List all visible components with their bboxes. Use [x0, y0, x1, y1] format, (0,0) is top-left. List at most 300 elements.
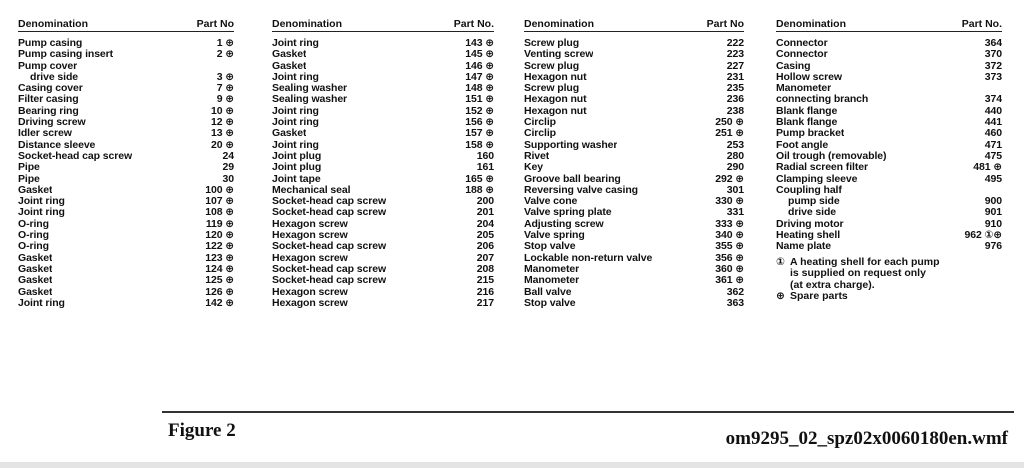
part-denomination: Supporting washer — [524, 139, 618, 151]
part-denomination: Pump cover — [18, 60, 78, 72]
part-number: 253 — [726, 138, 744, 151]
column-header — [18, 14, 234, 32]
part-denomination: Joint ring — [272, 117, 319, 129]
part-row — [272, 140, 494, 151]
bottom-edge — [0, 462, 1024, 468]
column-header — [776, 14, 1002, 32]
part-denomination: Mechanical seal — [272, 184, 351, 196]
part-denomination: drive side — [788, 207, 837, 219]
part-row — [272, 230, 494, 241]
part-no-header: Part No. — [453, 18, 494, 30]
part-number: 372 — [984, 59, 1002, 72]
part-denomination: Distance sleeve — [18, 139, 96, 151]
part-denomination: Hexagon screw — [272, 252, 348, 264]
part-row — [524, 185, 744, 196]
part-row — [524, 174, 744, 185]
part-number: 900 — [984, 195, 1002, 208]
part-row — [776, 83, 1002, 94]
part-number: 143 ⊕ — [465, 37, 494, 49]
part-denomination: Radial screen filter — [776, 162, 868, 174]
part-number: 126 ⊕ — [205, 285, 234, 298]
parts-column-1 — [18, 14, 234, 309]
part-denomination: Stop valve — [524, 297, 576, 309]
part-number: 29 — [222, 161, 234, 174]
column-header — [524, 14, 744, 32]
parts-rows — [524, 38, 744, 309]
part-row — [272, 151, 494, 162]
part-number: 374 — [984, 93, 1002, 106]
part-number: 216 — [476, 285, 494, 298]
part-number: 142 ⊕ — [205, 296, 234, 309]
part-row — [272, 174, 494, 185]
part-row — [524, 253, 744, 264]
part-no-header: Part No — [706, 18, 744, 30]
part-denomination: Socket-head cap screw — [272, 263, 387, 275]
part-row — [524, 61, 744, 72]
part-denomination: Casing cover — [18, 83, 83, 95]
part-denomination: Socket-head cap screw — [272, 275, 387, 287]
part-number: 158 ⊕ — [465, 138, 494, 151]
part-denomination: Socket-head cap screw — [272, 207, 387, 219]
part-row — [18, 38, 234, 49]
part-denomination: Screw plug — [524, 38, 580, 49]
part-denomination: Gasket — [272, 128, 307, 140]
part-row — [776, 94, 1002, 105]
part-number: 148 ⊕ — [465, 82, 494, 95]
part-number: 206 — [476, 240, 494, 253]
part-row — [524, 117, 744, 128]
part-denomination: Lockable non-return valve — [524, 252, 653, 264]
part-row — [272, 128, 494, 139]
part-denomination: Hexagon screw — [272, 218, 348, 230]
part-denomination: Blank flange — [776, 117, 838, 129]
part-denomination: Hexagon nut — [524, 105, 587, 117]
part-row — [524, 94, 744, 105]
part-number: 440 — [984, 104, 1002, 117]
legend-line: is supplied on request only — [790, 267, 926, 280]
part-denomination: Valve cone — [524, 196, 578, 208]
part-row — [524, 230, 744, 241]
legend-text — [790, 257, 940, 292]
footer-divider — [162, 411, 1014, 413]
part-no-header: Part No. — [961, 18, 1002, 30]
part-denomination: Hexagon nut — [524, 71, 587, 83]
part-number: 340 ⊕ — [715, 229, 744, 242]
part-row — [272, 162, 494, 173]
legend-symbol: ① — [776, 255, 785, 268]
part-number: 125 ⊕ — [205, 274, 234, 287]
part-row — [272, 117, 494, 128]
part-row — [776, 162, 1002, 173]
part-denomination: drive side — [30, 71, 79, 83]
figure-caption: Figure 2 — [168, 420, 236, 441]
part-row — [272, 61, 494, 72]
part-denomination: Hollow screw — [776, 71, 842, 83]
part-denomination: Oil trough (removable) — [776, 150, 887, 162]
part-row — [18, 49, 234, 60]
part-number: 481 ⊕ — [973, 161, 1002, 174]
part-row — [272, 83, 494, 94]
part-row — [18, 72, 234, 83]
part-number: 301 — [726, 183, 744, 196]
part-number: 235 — [726, 82, 744, 95]
part-denomination: Clamping sleeve — [776, 173, 858, 185]
part-number: 147 ⊕ — [465, 70, 494, 83]
part-denomination: Pipe — [18, 162, 40, 174]
part-row — [18, 207, 234, 218]
part-number: 151 ⊕ — [465, 93, 494, 106]
part-number: 201 — [476, 206, 494, 219]
part-row — [18, 230, 234, 241]
part-row — [272, 94, 494, 105]
part-number: 227 — [726, 59, 744, 72]
part-number: 373 — [984, 70, 1002, 83]
part-number: 119 ⊕ — [205, 217, 234, 230]
part-number: 236 — [726, 93, 744, 106]
part-denomination: Pump casing insert — [18, 49, 114, 61]
part-number: 471 — [984, 138, 1002, 151]
part-row — [272, 287, 494, 298]
part-denomination: Joint ring — [18, 297, 65, 309]
part-number: 363 — [726, 296, 744, 309]
legend-note — [776, 257, 1002, 292]
part-number: 124 ⊕ — [205, 262, 234, 275]
part-row — [776, 61, 1002, 72]
part-row — [524, 264, 744, 275]
part-row — [18, 287, 234, 298]
parts-rows — [272, 38, 494, 309]
part-row — [272, 241, 494, 252]
part-number: 107 ⊕ — [205, 195, 234, 208]
part-denomination: Connector — [776, 49, 828, 61]
part-number: 10 ⊕ — [211, 104, 234, 117]
part-denomination: Driving motor — [776, 218, 844, 230]
part-denomination: Manometer — [776, 83, 832, 95]
part-row — [272, 275, 494, 286]
part-denomination: Driving screw — [18, 117, 86, 129]
part-row — [776, 128, 1002, 139]
part-row — [272, 106, 494, 117]
part-row — [18, 83, 234, 94]
part-row — [524, 140, 744, 151]
part-number: 145 ⊕ — [465, 48, 494, 61]
part-denomination: Gasket — [18, 286, 53, 298]
part-number: 146 ⊕ — [465, 59, 494, 72]
part-denomination: Hexagon screw — [272, 230, 348, 242]
part-row — [524, 38, 744, 49]
part-number: 222 — [726, 37, 744, 49]
part-denomination: Sealing washer — [272, 94, 348, 106]
part-number: 370 — [984, 48, 1002, 61]
part-number: 204 — [476, 217, 494, 230]
part-number: 165 ⊕ — [465, 172, 494, 185]
part-number: 901 — [984, 206, 1002, 219]
part-denomination: Ball valve — [524, 286, 572, 298]
part-number: 441 — [984, 116, 1002, 129]
parts-column-2 — [272, 14, 494, 309]
part-denomination: Connector — [776, 38, 828, 49]
legend-notes — [776, 257, 1002, 303]
part-denomination: Socket-head cap screw — [18, 150, 133, 162]
part-denomination: Gasket — [18, 252, 53, 264]
part-denomination: Pipe — [18, 173, 40, 185]
part-denomination: Stop valve — [524, 241, 576, 253]
part-row — [524, 151, 744, 162]
parts-column-4 — [776, 14, 1002, 303]
part-row — [18, 140, 234, 151]
part-row — [272, 196, 494, 207]
part-number: 152 ⊕ — [465, 104, 494, 117]
part-number: 120 ⊕ — [205, 229, 234, 242]
part-row — [776, 241, 1002, 252]
part-denomination: Joint plug — [272, 150, 322, 162]
part-denomination: Pump bracket — [776, 128, 845, 140]
part-denomination: Name plate — [776, 241, 832, 253]
part-row — [524, 49, 744, 60]
part-number: 356 ⊕ — [715, 251, 744, 264]
part-number: 100 ⊕ — [205, 183, 234, 196]
part-number: 188 ⊕ — [465, 183, 494, 196]
figure-filename: om9295_02_spz02x0060180en.wmf — [725, 428, 1008, 449]
part-row — [272, 219, 494, 230]
part-row — [272, 72, 494, 83]
part-denomination: Joint ring — [272, 71, 319, 83]
part-number: 362 — [726, 285, 744, 298]
legend-line: Spare parts — [790, 290, 848, 303]
part-number: 161 — [476, 161, 494, 174]
part-number: 495 — [984, 172, 1002, 185]
part-denomination: Circlip — [524, 117, 556, 129]
part-row — [18, 162, 234, 173]
part-number: 20 ⊕ — [211, 138, 234, 151]
part-number: 330 ⊕ — [715, 195, 744, 208]
legend-text — [790, 291, 848, 303]
parts-list-sheet — [14, 14, 1010, 404]
part-number: 24 — [222, 149, 234, 162]
part-denomination: Heating shell — [776, 230, 841, 242]
part-denomination: Joint tape — [272, 173, 321, 185]
part-row — [18, 117, 234, 128]
part-number: 108 ⊕ — [205, 206, 234, 219]
part-no-header: Part No — [196, 18, 234, 30]
part-denomination: Joint ring — [272, 38, 319, 49]
parts-column-3 — [524, 14, 744, 309]
part-row — [18, 185, 234, 196]
part-row — [18, 196, 234, 207]
part-denomination: Joint ring — [272, 139, 319, 151]
part-row — [776, 207, 1002, 218]
part-denomination: Socket-head cap screw — [272, 241, 387, 253]
part-number: 207 — [476, 251, 494, 264]
part-row — [524, 196, 744, 207]
part-number: 160 — [476, 149, 494, 162]
part-denomination: Joint ring — [18, 196, 65, 208]
part-number: 123 ⊕ — [205, 251, 234, 264]
part-number: 250 ⊕ — [715, 116, 744, 129]
part-row — [18, 219, 234, 230]
parts-rows — [776, 38, 1002, 253]
part-denomination: Valve spring plate — [524, 207, 612, 219]
part-row — [776, 174, 1002, 185]
part-denomination: Gasket — [18, 275, 53, 287]
part-number: 215 — [476, 274, 494, 287]
part-denomination: Hexagon screw — [272, 297, 348, 309]
part-row — [272, 49, 494, 60]
part-row — [18, 106, 234, 117]
column-header — [272, 14, 494, 32]
part-number: 251 ⊕ — [715, 127, 744, 140]
part-denomination: Circlip — [524, 128, 556, 140]
part-denomination: Gasket — [272, 49, 307, 61]
part-number: 460 — [984, 127, 1002, 140]
part-denomination: Screw plug — [524, 83, 580, 95]
part-number: 12 ⊕ — [211, 116, 234, 129]
part-row — [524, 128, 744, 139]
part-denomination: Gasket — [18, 263, 53, 275]
part-row — [524, 275, 744, 286]
part-denomination: Socket-head cap screw — [272, 196, 387, 208]
legend-note — [776, 291, 1002, 303]
part-denomination: Manometer — [524, 275, 580, 287]
part-denomination: Manometer — [524, 263, 580, 275]
legend-symbol: ⊕ — [776, 290, 785, 303]
part-row — [776, 106, 1002, 117]
part-row — [524, 207, 744, 218]
part-row — [18, 151, 234, 162]
part-denomination: pump side — [788, 196, 840, 208]
part-number: 7 ⊕ — [216, 82, 234, 95]
part-denomination: Coupling half — [776, 184, 842, 196]
part-number: 910 — [984, 217, 1002, 230]
part-denomination: O-ring — [18, 218, 49, 230]
part-number: 292 ⊕ — [715, 172, 744, 185]
part-number: 238 — [726, 104, 744, 117]
part-row — [524, 83, 744, 94]
part-row — [18, 298, 234, 309]
part-denomination: Rivet — [524, 150, 550, 162]
part-denomination: Adjusting screw — [524, 218, 604, 230]
part-row — [18, 94, 234, 105]
part-row — [776, 140, 1002, 151]
part-row — [524, 298, 744, 309]
parts-rows — [18, 38, 234, 309]
part-denomination: Filter casing — [18, 94, 79, 106]
part-row — [524, 241, 744, 252]
part-denomination: Valve spring — [524, 230, 585, 242]
part-number: 2 ⊕ — [216, 48, 234, 61]
legend-line: (at extra charge). — [790, 278, 875, 291]
part-row — [524, 106, 744, 117]
part-number: 3 ⊕ — [216, 70, 234, 83]
part-number: 223 — [726, 48, 744, 61]
part-number: 364 — [984, 37, 1002, 49]
part-denomination: Joint plug — [272, 162, 322, 174]
part-denomination: Reversing valve casing — [524, 184, 638, 196]
part-row — [524, 162, 744, 173]
part-denomination: Joint ring — [272, 105, 319, 117]
part-row — [18, 61, 234, 72]
part-row — [776, 196, 1002, 207]
part-number: 1 ⊕ — [216, 37, 234, 49]
part-number: 13 ⊕ — [211, 127, 234, 140]
part-number: 976 — [984, 240, 1002, 253]
part-number: 962 ①⊕ — [964, 229, 1002, 242]
part-number: 122 ⊕ — [205, 240, 234, 253]
part-number: 331 — [726, 206, 744, 219]
part-number: 205 — [476, 229, 494, 242]
part-row — [776, 185, 1002, 196]
legend-line: A heating shell for each pump — [790, 255, 940, 268]
part-row — [776, 230, 1002, 241]
denomination-header: Denomination — [776, 18, 846, 30]
part-row — [18, 264, 234, 275]
part-row — [776, 151, 1002, 162]
part-row — [18, 275, 234, 286]
part-denomination: Casing — [776, 60, 811, 72]
denomination-header: Denomination — [272, 18, 342, 30]
part-row — [776, 117, 1002, 128]
part-row — [524, 287, 744, 298]
denomination-header: Denomination — [18, 18, 88, 30]
part-number: 231 — [726, 70, 744, 83]
part-row — [524, 219, 744, 230]
part-number: 355 ⊕ — [715, 240, 744, 253]
part-number: 157 ⊕ — [465, 127, 494, 140]
part-denomination: Joint ring — [18, 207, 65, 219]
part-denomination: Foot angle — [776, 139, 829, 151]
part-number: 280 — [726, 149, 744, 162]
part-row — [776, 49, 1002, 60]
part-row — [272, 253, 494, 264]
part-denomination: Gasket — [272, 60, 307, 72]
part-denomination: Hexagon screw — [272, 286, 348, 298]
part-number: 9 ⊕ — [216, 93, 234, 106]
part-denomination: Gasket — [18, 184, 53, 196]
part-row — [776, 38, 1002, 49]
part-row — [18, 174, 234, 185]
part-denomination: Groove ball bearing — [524, 173, 621, 185]
part-row — [272, 264, 494, 275]
part-number: 360 ⊕ — [715, 262, 744, 275]
part-denomination: Idler screw — [18, 128, 72, 140]
part-number: 361 ⊕ — [715, 274, 744, 287]
part-denomination: Bearing ring — [18, 105, 79, 117]
denomination-header: Denomination — [524, 18, 594, 30]
part-number: 208 — [476, 262, 494, 275]
part-denomination: Key — [524, 162, 543, 174]
part-denomination: Pump casing — [18, 38, 83, 49]
part-row — [18, 241, 234, 252]
part-denomination: O-ring — [18, 241, 49, 253]
part-number: 30 — [222, 172, 234, 185]
part-row — [272, 185, 494, 196]
part-row — [272, 207, 494, 218]
part-number: 156 ⊕ — [465, 116, 494, 129]
part-row — [18, 253, 234, 264]
part-denomination: Hexagon nut — [524, 94, 587, 106]
part-denomination: Blank flange — [776, 105, 838, 117]
part-number: 200 — [476, 195, 494, 208]
part-row — [272, 298, 494, 309]
part-number: 333 ⊕ — [715, 217, 744, 230]
part-denomination: Sealing washer — [272, 83, 348, 95]
part-number: 290 — [726, 161, 744, 174]
part-denomination: O-ring — [18, 230, 49, 242]
part-denomination: Venting screw — [524, 49, 594, 61]
part-number: 217 — [476, 296, 494, 309]
part-row — [18, 128, 234, 139]
part-number: 475 — [984, 149, 1002, 162]
